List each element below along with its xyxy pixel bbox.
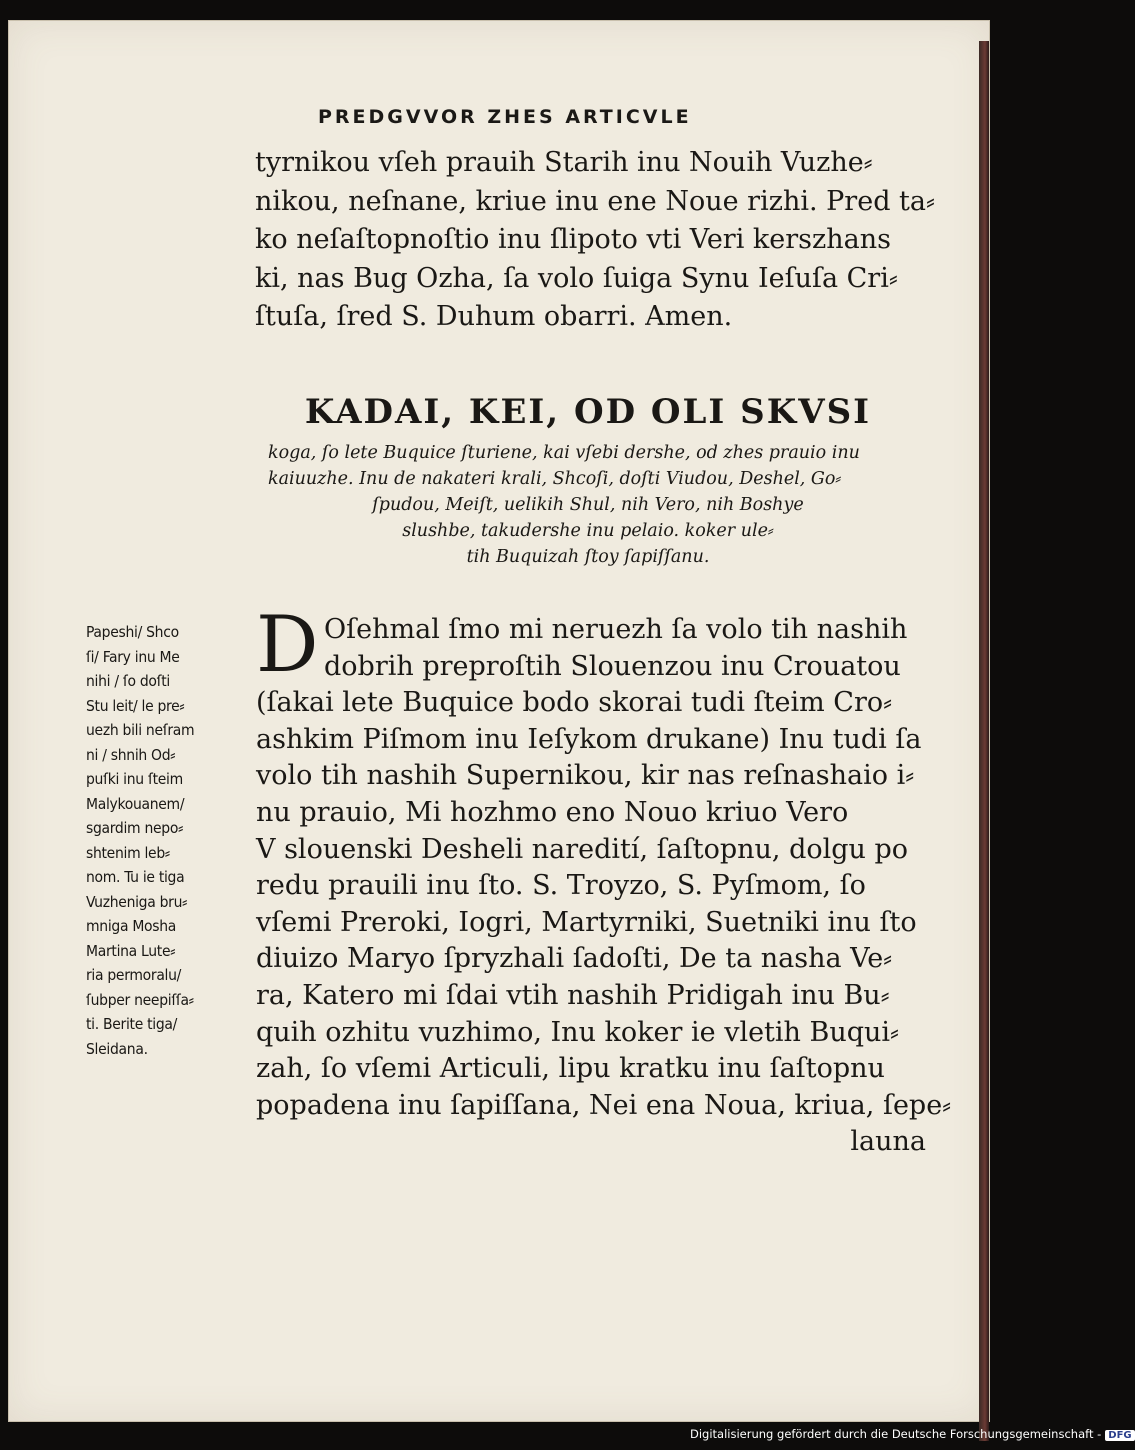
- text-line: puſki inu ſteim: [86, 770, 183, 788]
- text-line: Vuzheniga bru⸗: [86, 892, 187, 911]
- text-line: (ſakai lete Buquice bodo skorai tudi ſteim Cro⸗: [256, 687, 893, 719]
- text-line: zah, ſo vſemi Articuli, lipu kratku inu ſaſtopnu: [256, 1053, 885, 1085]
- text-line: ashkim Piſmom inu Ieſykom drukane) Inu tudi ſa: [256, 723, 922, 755]
- section-subheading: [268, 440, 908, 570]
- text-line: ko neſaſtopnoſtio inu ſlipoto vti Veri kerszhans: [255, 224, 891, 255]
- text-line: volo tih nashih Supernikou, kir nas reſnashaio i⸗: [256, 760, 915, 792]
- text-line: shtenim leb⸗: [86, 843, 170, 862]
- text-line: sgardim nepo⸗: [86, 819, 183, 837]
- text-line: diuizo Maryo ſpryzhali ſadoſti, De ta nasha Ve⸗: [256, 943, 893, 975]
- text-line: uezh bili neſram: [86, 721, 195, 739]
- intro-paragraph: [255, 144, 935, 337]
- text-line: Sleidana.: [86, 1039, 148, 1058]
- text-line: Oſehmal ſmo mi neruezh ſa volo tih nashih: [324, 614, 908, 645]
- text-line: dobrih preproſtih Slouenzou inu Crouatou: [324, 650, 901, 682]
- text-line: nu prauio, Mi hozhmo eno Nouo kriuo Vero: [256, 796, 849, 828]
- text-line: ſi/ Fary inu Me: [86, 647, 180, 666]
- text-line: ſpudou, Meiſt, uelikih Shul, nih Vero, nih Boshye: [372, 495, 804, 515]
- text-line: tih Buquizah ſtoy ſapiſſanu.: [466, 547, 710, 567]
- text-line: V slouenski Desheli naredití, ſaſtopnu, dolgu po: [256, 833, 909, 865]
- text-line: ſtuſa, ſred S. Duhum obarri. Amen.: [255, 301, 733, 332]
- text-line: launa: [850, 1126, 926, 1158]
- text-line: mniga Mosha: [86, 917, 177, 935]
- text-line: ra, Katero mi ſdai vtih nashih Pridigah inu Bu⸗: [256, 979, 890, 1011]
- text-line: koga, ſo lete Buquice ſturiene, kai vſebi dershe, od zhes prauio inu: [268, 443, 860, 463]
- digitization-footer: [690, 1427, 1132, 1441]
- text-line: Malykouanem/: [86, 794, 185, 813]
- text-line: redu prauili inu ſto. S. Troyzo, S. Pyſmom, ſo: [256, 870, 866, 902]
- text-line: nikou, neſnane, kriue inu ene Noue rizhi. Pred ta⸗: [255, 185, 935, 217]
- text-line: slushbe, takudershe inu pelaio. koker ule⸗: [402, 521, 774, 541]
- footer-text: Digitalisierung gefördert durch die Deutsche Forschungsgemeinschaft -: [690, 1427, 1102, 1441]
- text-line: ſubper neepiſſa⸗: [86, 990, 194, 1009]
- page-edge: [979, 41, 989, 1441]
- text-line: ki, nas Bug Ozha, ſa volo ſuiga Synu Ieſuſa Cri⸗: [255, 262, 898, 294]
- text-line: kaiuuzhe. Inu de nakateri krali, Shcoſi, doſti Viudou, Deshel, Go⸗: [268, 469, 842, 489]
- text-line: quih ozhitu vuzhimo, Inu koker ie vletih Buqui⸗: [256, 1016, 900, 1048]
- margin-note: [86, 620, 256, 1061]
- text-line: ria permoralu/: [86, 966, 182, 984]
- text-line: ti. Berite tiga/: [86, 1015, 178, 1033]
- text-line: nom. Tu ie tiga: [86, 868, 185, 886]
- text-line: tyrnikou vſeh prauih Starih inu Nouih Vuzhe⸗: [255, 147, 873, 178]
- drop-cap: D: [256, 600, 319, 690]
- text-line: Stu leit/ le pre⸗: [86, 696, 185, 715]
- text-line: Papeshi/ Shco: [86, 623, 179, 641]
- section-heading: KADAI, KEI, OD OLI SKVSI: [304, 392, 872, 432]
- text-line: Martina Lute⸗: [86, 941, 176, 960]
- text-line: ni / shnih Od⸗: [86, 745, 176, 764]
- text-line: popadena inu ſapiſſana, Nei ena Noua, kriua, ſepe⸗: [256, 1089, 952, 1121]
- text-line: vſemi Preroki, Iogri, Martyrniki, Suetniki inu ſto: [256, 906, 917, 938]
- body-paragraph: [256, 612, 952, 1161]
- running-head: PREDGVVOR ZHES ARTICVLE: [318, 106, 692, 128]
- dfg-logo: DFG: [1105, 1430, 1134, 1441]
- text-line: nihi / ſo doſti: [86, 672, 170, 690]
